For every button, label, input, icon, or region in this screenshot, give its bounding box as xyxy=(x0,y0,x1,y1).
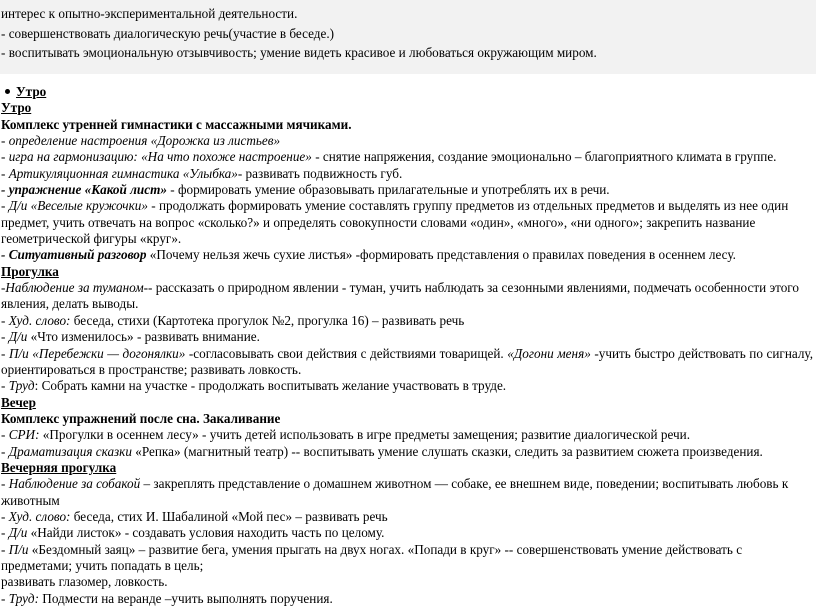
evening-walk-item-4: - П/и «Бездомный заяц» – развитие бега, умения прыгать на двух ногах. «Попади в круг» -- совершенствовать умение действовать с предметами; учить попадать в цель; xyxy=(1,541,743,573)
evening-walk-item-1: - Наблюдение за собакой – закреплять представление о домашнем животном — собаке, ее внешнем виде, поведении; воспитывать любовь к животным xyxy=(1,476,789,508)
evening-title: Комплекс упражнений после сна. Закаливание xyxy=(1,410,281,426)
morning-item-5: - Д/и «Веселые кружочки» - продолжать формировать умение составлять группу предметов из отдельных предметов и выделять из нее один предмет, учить отвечать на вопрос «сколько?» и определять совокупности словами «один», «много», «ни одного»; закрепить название геометрической фигуры «круг». xyxy=(1,198,789,247)
intro-line-1: интерес к опытно-экспериментальной деятельности. xyxy=(1,6,298,21)
evening-walk-item-5: развивать глазомер, ловкость. xyxy=(1,574,168,590)
morning-item-3: - Артикуляционная гимнастика «Улыбка»- развивать подвижность губ. xyxy=(1,165,403,181)
morning-item-6: - Ситуативный разговор «Почему нельзя жечь сухие листья» -формировать представления о правилах поведения в осеннем лесу. xyxy=(1,247,736,263)
walk-item-4: - П/и «Перебежки — догонялки» -согласовывать свои действия с действиями товарищей. «Догони меня» -учить быстро действовать по сигналу, ориентироваться в пространстве; развивать ловкость. xyxy=(1,345,813,377)
morning-title: Комплекс утренней гимнастики с массажными мячиками. xyxy=(1,116,352,132)
walk-item-2: - Худ. слово: беседа, стихи (Картотека прогулок №2, прогулка 16) – развивать речь xyxy=(1,312,465,328)
intro-line-3: - воспитывать эмоциональную отзывчивость; умение видеть красивое и любоваться окружающим миром. xyxy=(1,45,597,60)
walk-item-1: -Наблюдение за туманом-- рассказать о природном явлении - туман, учить наблюдать за сезонными явлениями, подмечать особенности этого явления, делать выводы. xyxy=(1,280,799,312)
morning-item-1: - определение настроения «Дорожка из листьев» xyxy=(1,133,281,149)
plan-body xyxy=(1,84,813,607)
walk-heading: Прогулка xyxy=(1,263,59,279)
evening-item-2: - Драматизация сказки «Репка» (магнитный театр) -- воспитывать умение слушать сказки, следить за развитием сюжета произведения. xyxy=(1,443,763,459)
evening-walk-item-3: - Д/и «Найди листок» - создавать условия находить часть по целому. xyxy=(1,525,385,541)
intro-block xyxy=(0,0,816,74)
intro-line-2: - совершенствовать диалогическую речь(участие в беседе.) xyxy=(1,26,335,41)
morning-bullet: Утро xyxy=(1,84,813,100)
walk-item-5: - Труд: Собрать камни на участке - продолжать воспитывать желание участвовать в труде. xyxy=(1,378,507,394)
walk-item-3: - Д/и «Что изменилось» - развивать внимание. xyxy=(1,329,260,345)
morning-item-4: - упражнение «Какой лист» - формировать умение образовывать прилагательные и употреблять их в речи. xyxy=(1,182,610,198)
evening-item-1: - СРИ: «Прогулки в осеннем лесу» - учить детей использовать в игре предметы замещения; развитие диалогической речи. xyxy=(1,427,690,443)
evening-walk-item-6: - Труд: Подмести на веранде –учить выполнять поручения. xyxy=(1,590,333,606)
evening-heading: Вечер xyxy=(1,394,36,410)
bullet-dot-icon xyxy=(5,89,10,94)
morning-heading: Утро xyxy=(1,100,32,116)
evening-walk-heading: Вечерняя прогулка xyxy=(1,459,117,475)
evening-walk-item-2: - Худ. слово: беседа, стих И. Шабалиной «Мой пес» – развивать речь xyxy=(1,508,388,524)
morning-item-2: - игра на гармонизацию: «На что похоже настроение» - снятие напряжения, создание эмоционально – благоприятного климата в группе. xyxy=(1,149,777,165)
